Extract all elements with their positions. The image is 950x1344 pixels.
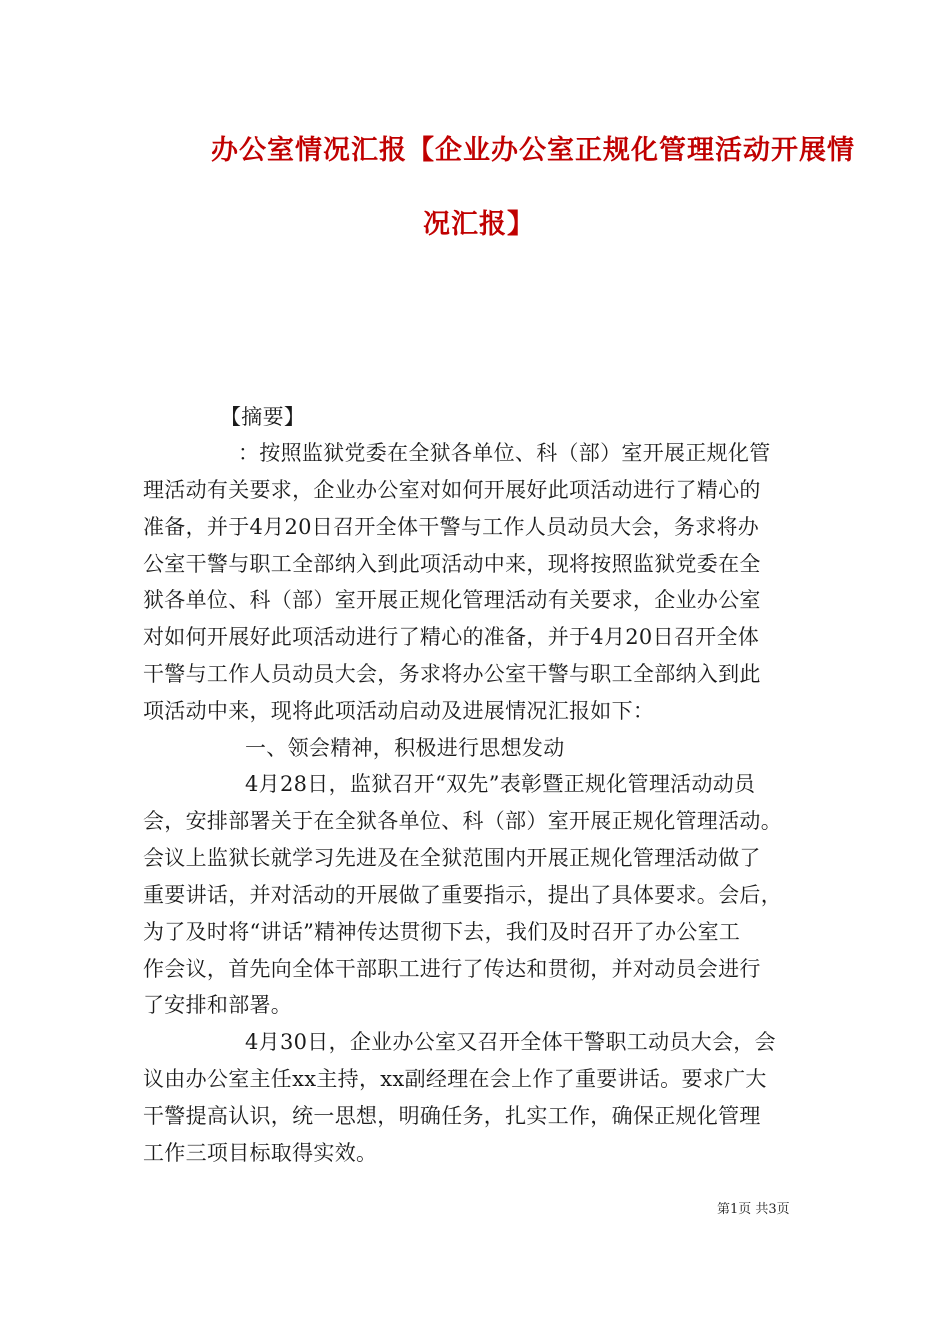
body-line: 干警提高认识，统一思想，明确任务，扎实工作，确保正规化管理 — [143, 1104, 761, 1128]
body-line: ：按照监狱党委在全狱各单位、科（部）室开展正规化管 — [238, 441, 771, 465]
body-line: 4月30日，企业办公室又召开全体干警职工动员大会，会 — [245, 1030, 776, 1054]
body-line: 干警与工作人员动员大会，务求将办公室干警与职工全部纳入到此 — [143, 662, 761, 686]
section-heading: 一、领会精神，积极进行思想发动 — [245, 736, 565, 760]
body-line: 准备，并于4月20日召开全体干警与工作人员动员大会，务求将办 — [143, 515, 760, 539]
body-line: 公室干警与职工全部纳入到此项活动中来，现将按照监狱党委在全 — [143, 552, 761, 576]
body-line: 为了及时将“讲话”精神传达贯彻下去，我们及时召开了办公室工 — [143, 920, 741, 944]
page-number-footer: 第1页 共3页 — [717, 1202, 790, 1217]
body-line: 会，安排部署关于在全狱各单位、科（部）室开展正规化管理活动。 — [143, 809, 782, 833]
body-line: 狱各单位、科（部）室开展正规化管理活动有关要求，企业办公室 — [143, 588, 761, 612]
body-line: 4月28日，监狱召开“双先”表彰暨正规化管理活动动员 — [245, 772, 756, 796]
body-line: 了安排和部署。 — [143, 993, 293, 1017]
body-line: 作会议，首先向全体干部职工进行了传达和贯彻，并对动员会进行 — [143, 957, 761, 981]
body-line: 工作三项目标取得实效。 — [143, 1141, 378, 1165]
document-title-line-2: 况汇报】 — [423, 209, 535, 240]
body-line: 项活动中来，现将此项活动启动及进展情况汇报如下： — [143, 699, 655, 723]
document-title-line-1: 办公室情况汇报【企业办公室正规化管理活动开展情 — [211, 135, 855, 166]
body-line: 会议上监狱长就学习先进及在全狱范围内开展正规化管理活动做了 — [143, 846, 761, 870]
abstract-heading: 【摘要】 — [220, 405, 306, 429]
body-line: 议由办公室主任xx主持，xx副经理在会上作了重要讲话。要求广大 — [143, 1067, 767, 1091]
body-line: 重要讲话，并对活动的开展做了重要指示，提出了具体要求。会后， — [143, 883, 782, 907]
body-line: 理活动有关要求，企业办公室对如何开展好此项活动进行了精心的 — [143, 478, 761, 502]
body-line: 对如何开展好此项活动进行了精心的准备，并于4月20日召开全体 — [143, 625, 760, 649]
